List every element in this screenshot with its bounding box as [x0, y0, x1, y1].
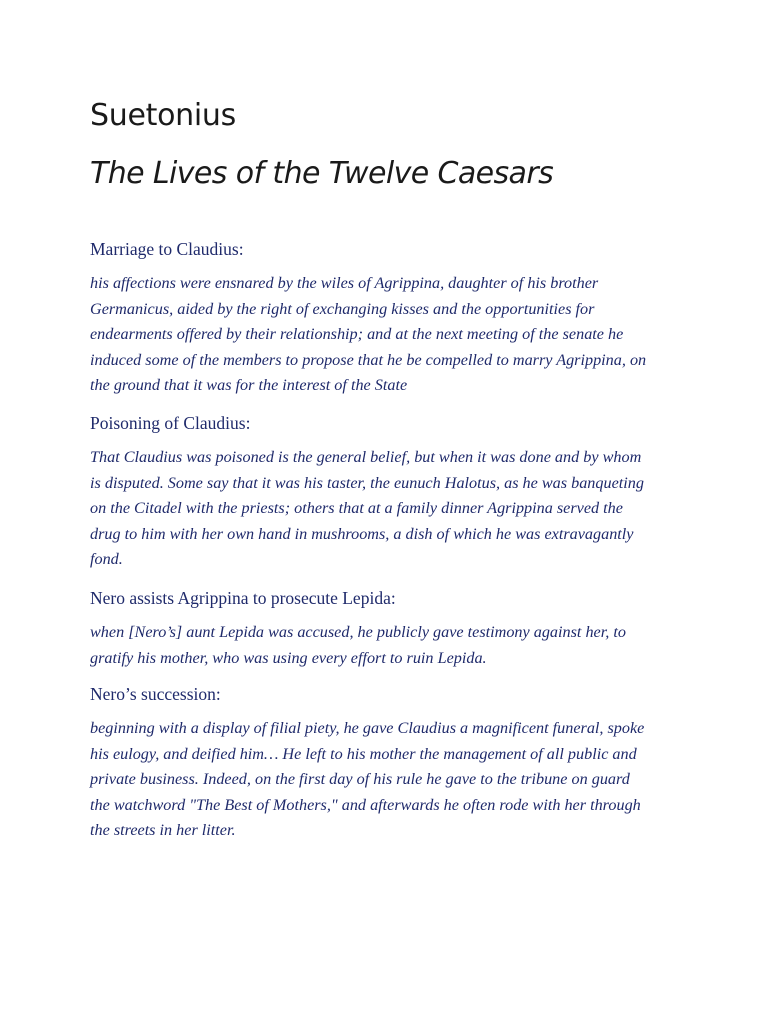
section-quote [90, 445, 690, 573]
section-quote [90, 716, 690, 844]
section-heading: Marriage to Claudius: [90, 239, 244, 259]
section-quote [90, 271, 690, 399]
section-marriage-to-claudius [90, 237, 690, 399]
section-poisoning-of-claudius [90, 411, 690, 573]
quote-line: the streets in her litter. [90, 821, 236, 840]
section-heading: Nero’s succession: [90, 684, 221, 704]
work-title: The Lives of the Twelve Caesars [90, 156, 554, 191]
quote-line: drug to him with her own hand in mushrooms, a dish of which he was extravagantly [90, 524, 634, 543]
quote-line: is disputed. Some say that it was his taster, the eunuch Halotus, as he was banqueting [90, 473, 644, 492]
quote-line: the ground that it was for the interest of the State [90, 376, 408, 395]
quote-line: his affections were ensnared by the wiles of Agrippina, daughter of his brother [90, 274, 599, 292]
author-name: Suetonius [90, 98, 236, 133]
quote-line: the watchword "The Best of Mothers," and afterwards he often rode with her through [90, 795, 641, 814]
section-neros-succession [90, 682, 690, 844]
section-quote [90, 620, 690, 671]
quote-line: induced some of the members to propose that he be compelled to marry Agrippina, on [90, 350, 647, 369]
quote-line: his eulogy, and deified him… He left to his mother the management of all public and [90, 744, 637, 763]
quote-line: That Claudius was poisoned is the general belief, but when it was done and by whom [90, 448, 642, 466]
section-nero-assists-agrippina [90, 586, 690, 671]
quote-line: fond. [90, 550, 123, 569]
quote-line: beginning with a display of filial piety, he gave Claudius a magnificent funeral, spoke [90, 719, 645, 737]
quote-line: gratify his mother, who was using every effort to ruin Lepida. [90, 648, 487, 667]
section-heading: Nero assists Agrippina to prosecute Lepida: [90, 588, 396, 608]
quote-line: when [Nero’s] aunt Lepida was accused, he publicly gave testimony against her, to [90, 623, 626, 641]
section-heading: Poisoning of Claudius: [90, 413, 251, 433]
quote-line: on the Citadel with the priests; others that at a family dinner Agrippina served the [90, 499, 623, 518]
quote-line: private business. Indeed, on the first day of his rule he gave to the tribune on guard [90, 770, 630, 789]
quote-line: Germanicus, aided by the right of exchanging kisses and the opportunities for [90, 299, 595, 318]
quote-line: endearments offered by their relationship; and at the next meeting of the senate he [90, 325, 624, 344]
